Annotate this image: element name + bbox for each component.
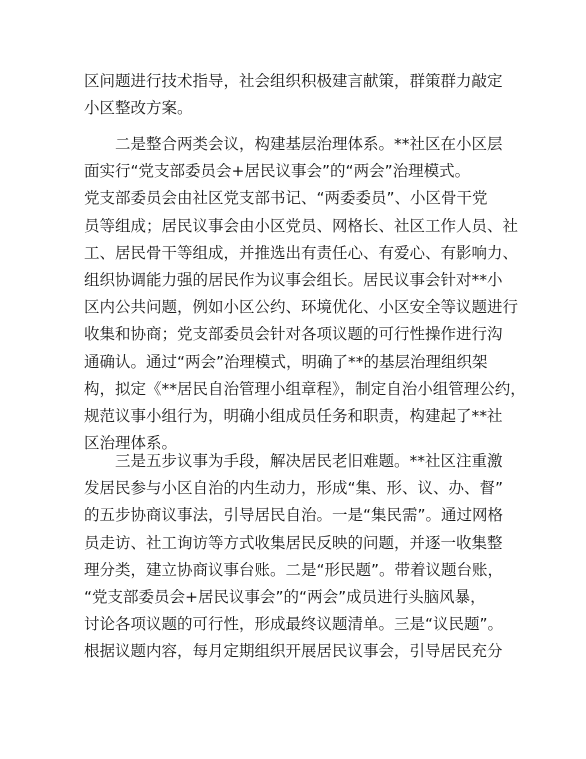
text-line: 规范议事小组行为，明确小组成员任务和职责，构建起了**社 [84,406,503,425]
paragraph-second-point [84,131,526,457]
text-line: 党支部委员会由社区党支部书记、“两委委员”、小区骨干党 [84,189,488,208]
paragraph-continuation [84,68,504,122]
text-line: 三是五步议事为手段，解决居民老旧难题。**社区注重激 [115,452,503,470]
text-line: 发居民参与小区自治的内生动力，形成“集、形、议、办、督” [84,479,504,498]
text-line: 根据议题内容，每月定期组织开展居民议事会，引导居民充分 [84,642,503,661]
text-line: 面实行“党支部委员会+居民议事会”的“两会”治理模式。 [84,162,471,181]
text-line: 构，拟定《**居民自治管理小组章程》，制定自治小组管理公约， [84,379,526,398]
text-line: “党支部委员会+居民议事会”的“两会”成员进行头脑风暴， [84,587,486,606]
text-line: 讨论各项议题的可行性，形成最终议题清单。三是“议民题”。 [84,615,504,634]
text-line: 小区整改方案。 [84,99,193,118]
text-line: 区问题进行技术指导，社会组织积极建言献策，群策群力敲定 [84,72,503,90]
text-line: 二是整合两类会议，构建基层治理体系。**社区在小区层 [115,135,503,153]
text-line: 区治理体系。 [84,434,178,453]
text-line: 区内公共问题，例如小区公约、环境优化、小区安全等议题进行 [84,298,519,317]
text-line: 的五步协商议事法，引导居民自治。一是“集民需”。通过网格 [84,506,504,525]
text-line: 工、居民骨干等组成，并推选出有责任心、有爱心、有影响力、 [84,243,519,262]
text-line: 员等组成；居民议事会由小区党员、网格长、社区工作人员、社 [84,216,519,235]
text-line: 理分类，建立协商议事台账。二是“形民题”。带着议题台账， [84,560,504,579]
text-line: 员走访、社工询访等方式收集居民反映的问题，并逐一收集整 [84,533,503,552]
text-line: 通确认。通过“两会”治理模式，明确了**的基层治理组织架 [84,352,488,371]
text-line: 组织协调能力强的居民作为议事会组长。居民议事会针对**小 [84,270,503,289]
paragraph-third-point [84,448,504,666]
text-line: 收集和协商；党支部委员会针对各项议题的可行性操作进行沟 [84,325,503,344]
